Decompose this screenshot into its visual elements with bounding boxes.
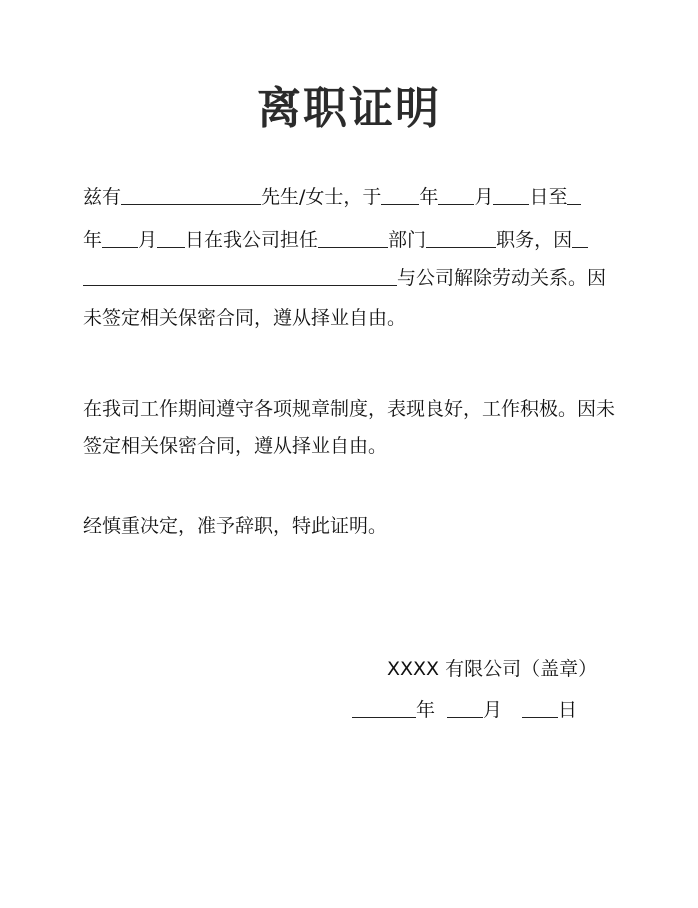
text: 部门 (388, 229, 427, 251)
para3-line1: 经慎重决定，准予辞职，特此证明。 (83, 515, 388, 537)
sign-year-blank (352, 697, 416, 718)
end-month-blank (102, 227, 138, 248)
text: 日在我公司担任 (185, 229, 319, 251)
text: 先生/女士，于 (261, 186, 382, 208)
page-title: 离职证明 (257, 83, 441, 134)
sign-month-blank (447, 697, 483, 718)
end-day-blank (157, 227, 185, 248)
sign-day-blank (522, 697, 558, 718)
text: 年 (83, 229, 103, 251)
text: 月 (138, 229, 158, 251)
text: 兹有 (83, 186, 122, 208)
text: 月 (474, 186, 494, 208)
month-blank (438, 184, 474, 205)
text: 日 (558, 699, 578, 721)
para1-line1 (83, 183, 581, 211)
text: 职务，因 (496, 229, 573, 251)
name-blank (121, 184, 261, 205)
reason-blank-start (572, 227, 588, 248)
reason-blank (83, 265, 397, 286)
day-blank (493, 184, 529, 205)
para1-line3 (83, 264, 606, 292)
department-blank (318, 227, 388, 248)
text: 年 (419, 186, 439, 208)
text: 年 (416, 699, 436, 721)
text: 月 (483, 699, 503, 721)
end-year-blank (567, 184, 581, 205)
date-line (352, 696, 577, 724)
year-blank (381, 184, 419, 205)
text: 日至 (529, 186, 568, 208)
company-seal-line: XXXX 有限公司（盖章） (387, 658, 598, 680)
text: 与公司解除劳动关系。因 (397, 267, 607, 289)
para1-line4: 未签定相关保密合同，遵从择业自由。 (83, 307, 407, 329)
para2-line2: 签定相关保密合同，遵从择业自由。 (83, 435, 388, 457)
para1-line2 (83, 226, 588, 254)
para2-line1: 在我司工作期间遵守各项规章制度，表现良好，工作积极。因未 (83, 398, 616, 420)
position-blank (426, 227, 496, 248)
